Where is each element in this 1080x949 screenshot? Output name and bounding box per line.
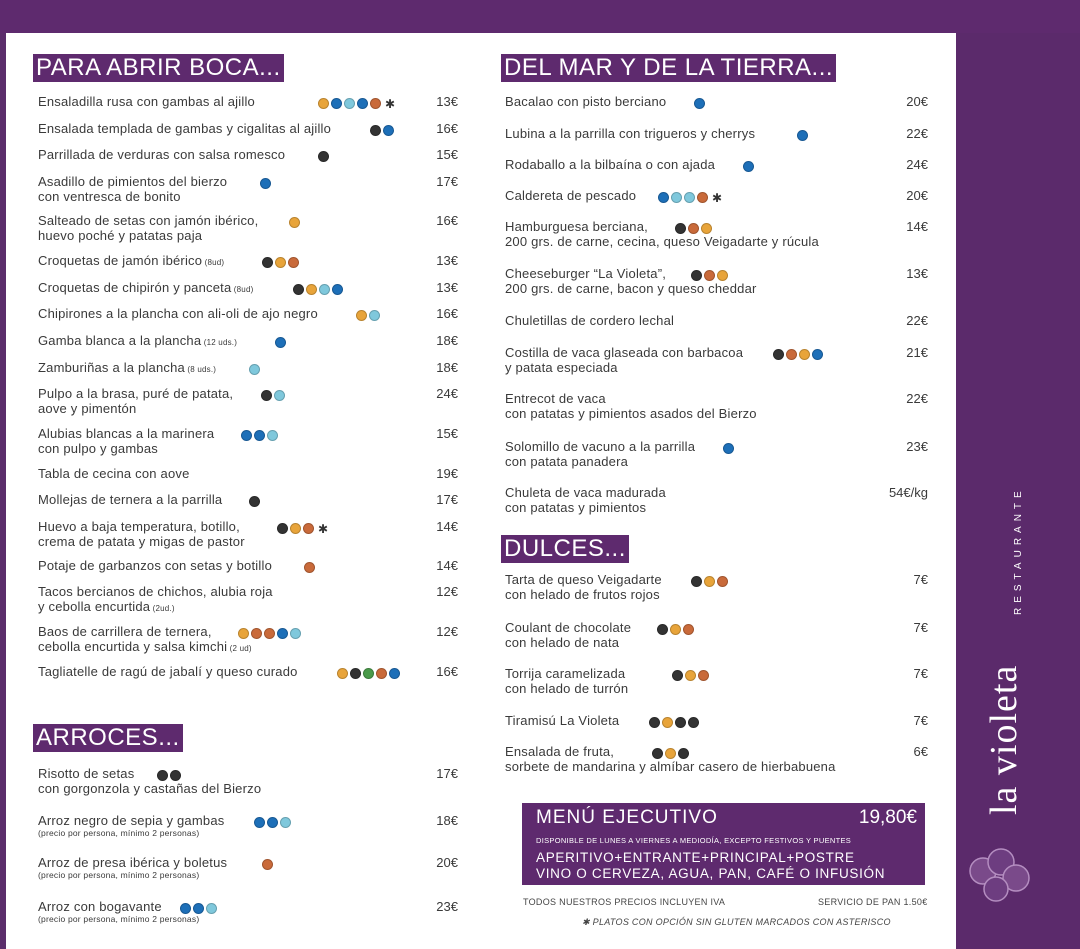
menu-item-name	[38, 664, 298, 679]
menu-item-name	[505, 439, 695, 469]
allergen-icons	[743, 158, 756, 176]
menu-item-name	[38, 558, 272, 573]
item-quantity: (12 uds.)	[201, 338, 238, 347]
menu-item-price: 20€	[906, 94, 928, 109]
menu-item-name	[38, 766, 261, 796]
allergen-icon	[303, 523, 314, 534]
allergen-icons	[691, 267, 730, 285]
menu-ejecutivo-availability: DISPONIBLE DE LUNES A VIERNES A MEDIODÍA, EXCEPTO FESTIVOS Y PUENTES	[536, 836, 852, 845]
menu-item-price: 16€	[436, 121, 458, 136]
allergen-icon	[350, 668, 361, 679]
allergen-icon	[241, 430, 252, 441]
menu-item-price: 7€	[913, 666, 928, 681]
menu-item-name	[38, 121, 331, 136]
gluten-free-asterisk-icon: ✱	[318, 521, 329, 536]
menu-item-name	[38, 466, 190, 481]
allergen-icons	[691, 573, 730, 591]
menu-item-price: 12€	[436, 624, 458, 639]
allergen-icon	[691, 576, 702, 587]
menu-item-price: 19€	[436, 466, 458, 481]
item-title: Lubina a la parrilla con trigueros y cherrys	[505, 126, 756, 141]
item-title: Salteado de setas con jamón ibérico,	[38, 213, 259, 228]
allergen-icon	[665, 748, 676, 759]
menu-item-name	[505, 313, 674, 328]
menu-item-price: 16€	[436, 213, 458, 228]
allergen-icon	[249, 364, 260, 375]
allergen-icon	[193, 903, 204, 914]
menu-item-name	[38, 624, 252, 656]
allergen-icon	[180, 903, 191, 914]
allergen-icon	[332, 284, 343, 295]
svg-text:RESTAURANTE: RESTAURANTE	[1013, 486, 1024, 615]
menu-item-name	[505, 94, 666, 109]
allergen-icon	[306, 284, 317, 295]
allergen-icon	[293, 284, 304, 295]
gluten-free-asterisk-icon: ✱	[712, 190, 723, 205]
allergen-icons	[261, 387, 287, 405]
menu-item-name	[505, 188, 636, 203]
allergen-icon	[704, 270, 715, 281]
section-header-arroces: ARROCES...	[33, 724, 183, 752]
item-title: Chuleta de vaca madurada	[505, 485, 666, 500]
menu-item-price: 23€	[906, 439, 928, 454]
item-title: Gamba blanca a la plancha	[38, 333, 202, 348]
allergen-icon	[723, 443, 734, 454]
menu-item-price: 22€	[906, 391, 928, 406]
item-title: Croquetas de jamón ibérico	[38, 253, 203, 268]
allergen-icon	[260, 178, 271, 189]
section-header-dulces: DULCES...	[501, 535, 629, 563]
item-title: Alubias blancas a la marinera	[38, 426, 215, 441]
allergen-icon	[288, 257, 299, 268]
allergen-icon	[238, 628, 249, 639]
violet-flower-icon	[966, 845, 1032, 905]
allergen-icon	[717, 576, 728, 587]
menu-item-name	[38, 213, 258, 243]
allergen-icons	[289, 214, 302, 232]
restaurante-wordmark	[1008, 450, 1028, 620]
allergen-icons	[254, 814, 293, 832]
allergen-icon	[675, 717, 686, 728]
menu-item-price: 18€	[436, 360, 458, 375]
menu-item-price: 13€	[436, 280, 458, 295]
item-title: Cheeseburger “La Violeta”,	[505, 266, 667, 281]
allergen-icon	[262, 257, 273, 268]
allergen-icon	[649, 717, 660, 728]
item-title: Ensalada templada de gambas y cigalitas al ajillo	[38, 121, 332, 136]
allergen-icon	[662, 717, 673, 728]
item-title: Baos de carrillera de ternera,	[38, 624, 212, 639]
allergen-icon	[277, 523, 288, 534]
menu-item-price: 18€	[436, 333, 458, 348]
allergen-icon	[280, 817, 291, 828]
allergen-icons	[652, 745, 691, 763]
allergen-icon	[318, 151, 329, 162]
item-title: Pulpo a la brasa, puré de patata,	[38, 386, 234, 401]
item-description: con gorgonzola y castañas del Bierzo	[38, 781, 262, 796]
menu-item-name	[38, 519, 245, 549]
item-quantity: (8 uds.)	[184, 365, 217, 374]
item-description: con pulpo y gambas	[38, 441, 158, 456]
menu-item-name	[38, 360, 216, 377]
menu-item-name	[38, 94, 255, 109]
allergen-icon	[262, 859, 273, 870]
allergen-icons	[304, 559, 317, 577]
item-title: Bacalao con pisto berciano	[505, 94, 667, 109]
item-description: 200 grs. de carne, cecina, queso Veigadarte y rúcula	[505, 234, 819, 249]
item-title: Arroz con bogavante	[38, 899, 162, 914]
item-title: Entrecot de vaca	[505, 391, 606, 406]
allergen-icon	[678, 748, 689, 759]
allergen-icon	[304, 562, 315, 573]
item-title: Tabla de cecina con aove	[38, 466, 190, 481]
item-description: cebolla encurtida y salsa kimchi (2 ud)	[38, 639, 252, 654]
allergen-icon	[697, 192, 708, 203]
allergen-icon	[170, 770, 181, 781]
menu-item-price: 24€	[436, 386, 458, 401]
menu-item-price: 7€	[913, 620, 928, 635]
item-title: Hamburguesa berciana,	[505, 219, 648, 234]
menu-item-name	[505, 391, 757, 421]
allergen-icon	[363, 668, 374, 679]
allergen-icon	[275, 257, 286, 268]
item-title: Risotto de setas	[38, 766, 135, 781]
allergen-icon	[290, 523, 301, 534]
item-title: Tiramisú La Violeta	[505, 713, 620, 728]
item-description: con ventresca de bonito	[38, 189, 181, 204]
allergen-icon	[684, 192, 695, 203]
menu-item-price: 15€	[436, 147, 458, 162]
menu-item-price: 22€	[906, 126, 928, 141]
allergen-icon	[206, 903, 217, 914]
footer-gluten: ✱ PLATOS CON OPCIÓN SIN GLUTEN MARCADOS CON ASTERISCO	[582, 917, 891, 927]
allergen-icon	[691, 270, 702, 281]
item-title: Zamburiñas a la plancha	[38, 360, 185, 375]
item-title: Ensalada de fruta,	[505, 744, 615, 759]
allergen-icons	[241, 427, 280, 445]
allergen-icons	[157, 767, 183, 785]
menu-ejecutivo-line1: APERITIVO+ENTRANTE+PRINCIPAL+POSTRE	[536, 850, 855, 865]
menu-ejecutivo-title: MENÚ EJECUTIVO	[536, 807, 718, 828]
allergen-icon	[786, 349, 797, 360]
menu-item-price: 22€	[906, 313, 928, 328]
item-note: (precio por persona, mínimo 2 personas)	[38, 828, 200, 838]
menu-ejecutivo-line2: VINO O CERVEZA, AGUA, PAN, CAFÉ O INFUSIÓN	[536, 866, 886, 881]
item-quantity: (8ud)	[231, 285, 254, 294]
menu-ejecutivo-price: 19,80€	[858, 807, 917, 828]
item-title: Ensaladilla rusa con gambas al ajillo	[38, 94, 255, 109]
allergen-icons	[260, 175, 273, 193]
menu-item-name	[38, 584, 273, 616]
item-description: huevo poché y patatas paja	[38, 228, 203, 243]
menu-item-price: 13€	[436, 253, 458, 268]
allergen-icon	[356, 310, 367, 321]
allergen-icon	[743, 161, 754, 172]
allergen-icon	[254, 430, 265, 441]
allergen-icon	[773, 349, 784, 360]
gluten-free-asterisk-icon: ✱	[385, 96, 396, 111]
item-title: Huevo a baja temperatura, botillo,	[38, 519, 240, 534]
allergen-icon	[797, 130, 808, 141]
menu-item-name	[505, 157, 715, 172]
item-description: con patatas y pimientos asados del Bierzo	[505, 406, 757, 421]
allergen-icon	[261, 390, 272, 401]
item-description: y patata especiada	[505, 360, 618, 375]
allergen-icons	[657, 621, 696, 639]
item-title: Torrija caramelizada	[505, 666, 626, 681]
allergen-icon	[652, 748, 663, 759]
item-title: Chuletillas de cordero lechal	[505, 313, 675, 328]
menu-item-price: 13€	[906, 266, 928, 281]
allergen-icons	[658, 189, 722, 207]
allergen-icon	[670, 624, 681, 635]
allergen-icons	[694, 95, 707, 113]
item-title: Rodaballo a la bilbaína o con ajada	[505, 157, 716, 172]
allergen-icon	[331, 98, 342, 109]
item-description: crema de patata y migas de pastor	[38, 534, 245, 549]
menu-item-name	[38, 147, 285, 162]
item-title: Arroz de presa ibérica y boletus	[38, 855, 228, 870]
allergen-icon	[251, 628, 262, 639]
allergen-icon	[698, 670, 709, 681]
allergen-icon	[688, 223, 699, 234]
allergen-icon	[701, 223, 712, 234]
item-title: Croquetas de chipirón y panceta	[38, 280, 232, 295]
menu-item-name	[505, 713, 619, 728]
allergen-icons	[773, 346, 825, 364]
allergen-icon	[658, 192, 669, 203]
allergen-icon	[672, 670, 683, 681]
allergen-icon	[717, 270, 728, 281]
menu-item-name	[38, 899, 199, 925]
item-title: Solomillo de vacuno a la parrilla	[505, 439, 696, 454]
allergen-icon	[319, 284, 330, 295]
menu-item-name	[38, 386, 233, 416]
allergen-icons	[293, 281, 345, 299]
allergen-icon	[704, 576, 715, 587]
menu-item-price: 6€	[913, 744, 928, 759]
menu-item-name	[505, 485, 666, 515]
menu-item-price: 16€	[436, 664, 458, 679]
item-title: Chipirones a la plancha con ali-oli de ajo negro	[38, 306, 318, 321]
item-title: Arroz negro de sepia y gambas	[38, 813, 225, 828]
la-violeta-logo	[960, 640, 1040, 820]
item-title: Asadillo de pimientos del bierzo	[38, 174, 228, 189]
allergen-icon	[254, 817, 265, 828]
item-title: Mollejas de ternera a la parrilla	[38, 492, 223, 507]
allergen-icons	[262, 254, 301, 272]
allergen-icon	[344, 98, 355, 109]
menu-item-name	[38, 333, 237, 350]
menu-item-price: 7€	[913, 572, 928, 587]
allergen-icons	[249, 493, 262, 511]
menu-item-name	[505, 666, 628, 696]
allergen-icon	[671, 192, 682, 203]
menu-item-name	[38, 855, 227, 881]
item-title: Potaje de garbanzos con setas y botillo	[38, 558, 272, 573]
item-title: Parrillada de verduras con salsa romesco	[38, 147, 286, 162]
allergen-icons	[723, 440, 736, 458]
allergen-icon	[289, 217, 300, 228]
item-title: Tarta de queso Veigadarte	[505, 572, 662, 587]
menu-item-name	[505, 345, 743, 375]
allergen-icons	[249, 361, 262, 379]
menu-item-name	[38, 813, 224, 839]
item-title: Costilla de vaca glaseada con barbacoa	[505, 345, 744, 360]
allergen-icons	[275, 334, 288, 352]
allergen-icon	[290, 628, 301, 639]
top-bar	[0, 0, 1080, 33]
item-description: con patata panadera	[505, 454, 629, 469]
menu-item-price: 23€	[436, 899, 458, 914]
allergen-icon	[157, 770, 168, 781]
menu-ejecutivo-box	[522, 803, 925, 885]
menu-item-name	[38, 174, 227, 204]
allergen-icons	[649, 714, 701, 732]
menu-item-price: 54€/kg	[888, 485, 928, 500]
allergen-icons	[672, 667, 711, 685]
menu-item-price: 17€	[436, 766, 458, 781]
item-note: (precio por persona, mínimo 2 personas)	[38, 914, 200, 924]
allergen-icon	[675, 223, 686, 234]
allergen-icon	[694, 98, 705, 109]
menu-item-price: 15€	[436, 426, 458, 441]
menu-item-price: 13€	[436, 94, 458, 109]
footer-pan: SERVICIO DE PAN 1.50€	[818, 897, 928, 907]
menu-item-price: 12€	[436, 584, 458, 599]
menu-item-price: 24€	[906, 157, 928, 172]
menu-item-price: 20€	[906, 188, 928, 203]
allergen-icon	[274, 390, 285, 401]
allergen-icon	[357, 98, 368, 109]
menu-item-price: 14€	[436, 519, 458, 534]
item-title: Coulant de chocolate	[505, 620, 632, 635]
allergen-icon	[318, 98, 329, 109]
menu-item-price: 17€	[436, 492, 458, 507]
menu-item-name	[38, 253, 224, 270]
svg-text:la violeta: la violeta	[983, 664, 1025, 815]
allergen-icon	[799, 349, 810, 360]
item-description: con helado de turrón	[505, 681, 629, 696]
allergen-icons	[238, 625, 303, 643]
menu-item-name	[38, 280, 253, 297]
allergen-icons	[180, 900, 219, 918]
item-note: (precio por persona, mínimo 2 personas)	[38, 870, 200, 880]
menu-item-price: 14€	[906, 219, 928, 234]
menu-item-price: 7€	[913, 713, 928, 728]
menu-item-name	[38, 492, 222, 507]
menu-item-name	[38, 306, 318, 321]
item-description: 200 grs. de carne, bacon y queso cheddar	[505, 281, 757, 296]
item-title: Caldereta de pescado	[505, 188, 637, 203]
allergen-icon	[275, 337, 286, 348]
allergen-icon	[688, 717, 699, 728]
menu-item-price: 18€	[436, 813, 458, 828]
menu-item-price: 17€	[436, 174, 458, 189]
item-title: Tacos bercianos de chichos, alubia roja	[38, 584, 273, 599]
section-header-mar: DEL MAR Y DE LA TIERRA...	[501, 54, 836, 82]
allergen-icons	[318, 148, 331, 166]
allergen-icon	[683, 624, 694, 635]
item-title: Tagliatelle de ragú de jabalí y queso curado	[38, 664, 298, 679]
item-description: con helado de nata	[505, 635, 620, 650]
allergen-icon	[812, 349, 823, 360]
allergen-icon	[267, 817, 278, 828]
menu-item-name	[38, 426, 214, 456]
menu-item-name	[505, 219, 819, 249]
footer-iva: TODOS NUESTROS PRECIOS INCLUYEN IVA	[523, 897, 726, 907]
allergen-icons	[262, 856, 275, 874]
allergen-icon	[337, 668, 348, 679]
item-description: con patatas y pimientos	[505, 500, 647, 515]
menu-item-price: 14€	[436, 558, 458, 573]
section-header-abrir: PARA ABRIR BOCA...	[33, 54, 284, 82]
menu-item-name	[505, 572, 662, 602]
allergen-icons	[675, 220, 714, 238]
allergen-icon	[264, 628, 275, 639]
allergen-icons	[277, 520, 328, 538]
allergen-icon	[685, 670, 696, 681]
item-quantity: (8ud)	[202, 258, 225, 267]
menu-item-price: 21€	[906, 345, 928, 360]
item-description: aove y pimentón	[38, 401, 137, 416]
menu-item-name	[505, 620, 631, 650]
allergen-icon	[277, 628, 288, 639]
item-description: y cebolla encurtida (2ud.)	[38, 599, 175, 614]
menu-item-price: 20€	[436, 855, 458, 870]
item-description: sorbete de mandarina y almíbar casero de hierbabuena	[505, 759, 836, 774]
allergen-icon	[249, 496, 260, 507]
allergen-icon	[657, 624, 668, 635]
menu-item-name	[505, 126, 755, 141]
allergen-icons	[797, 127, 810, 145]
item-description: con helado de frutos rojos	[505, 587, 660, 602]
menu-item-price: 16€	[436, 306, 458, 321]
allergen-icon	[267, 430, 278, 441]
